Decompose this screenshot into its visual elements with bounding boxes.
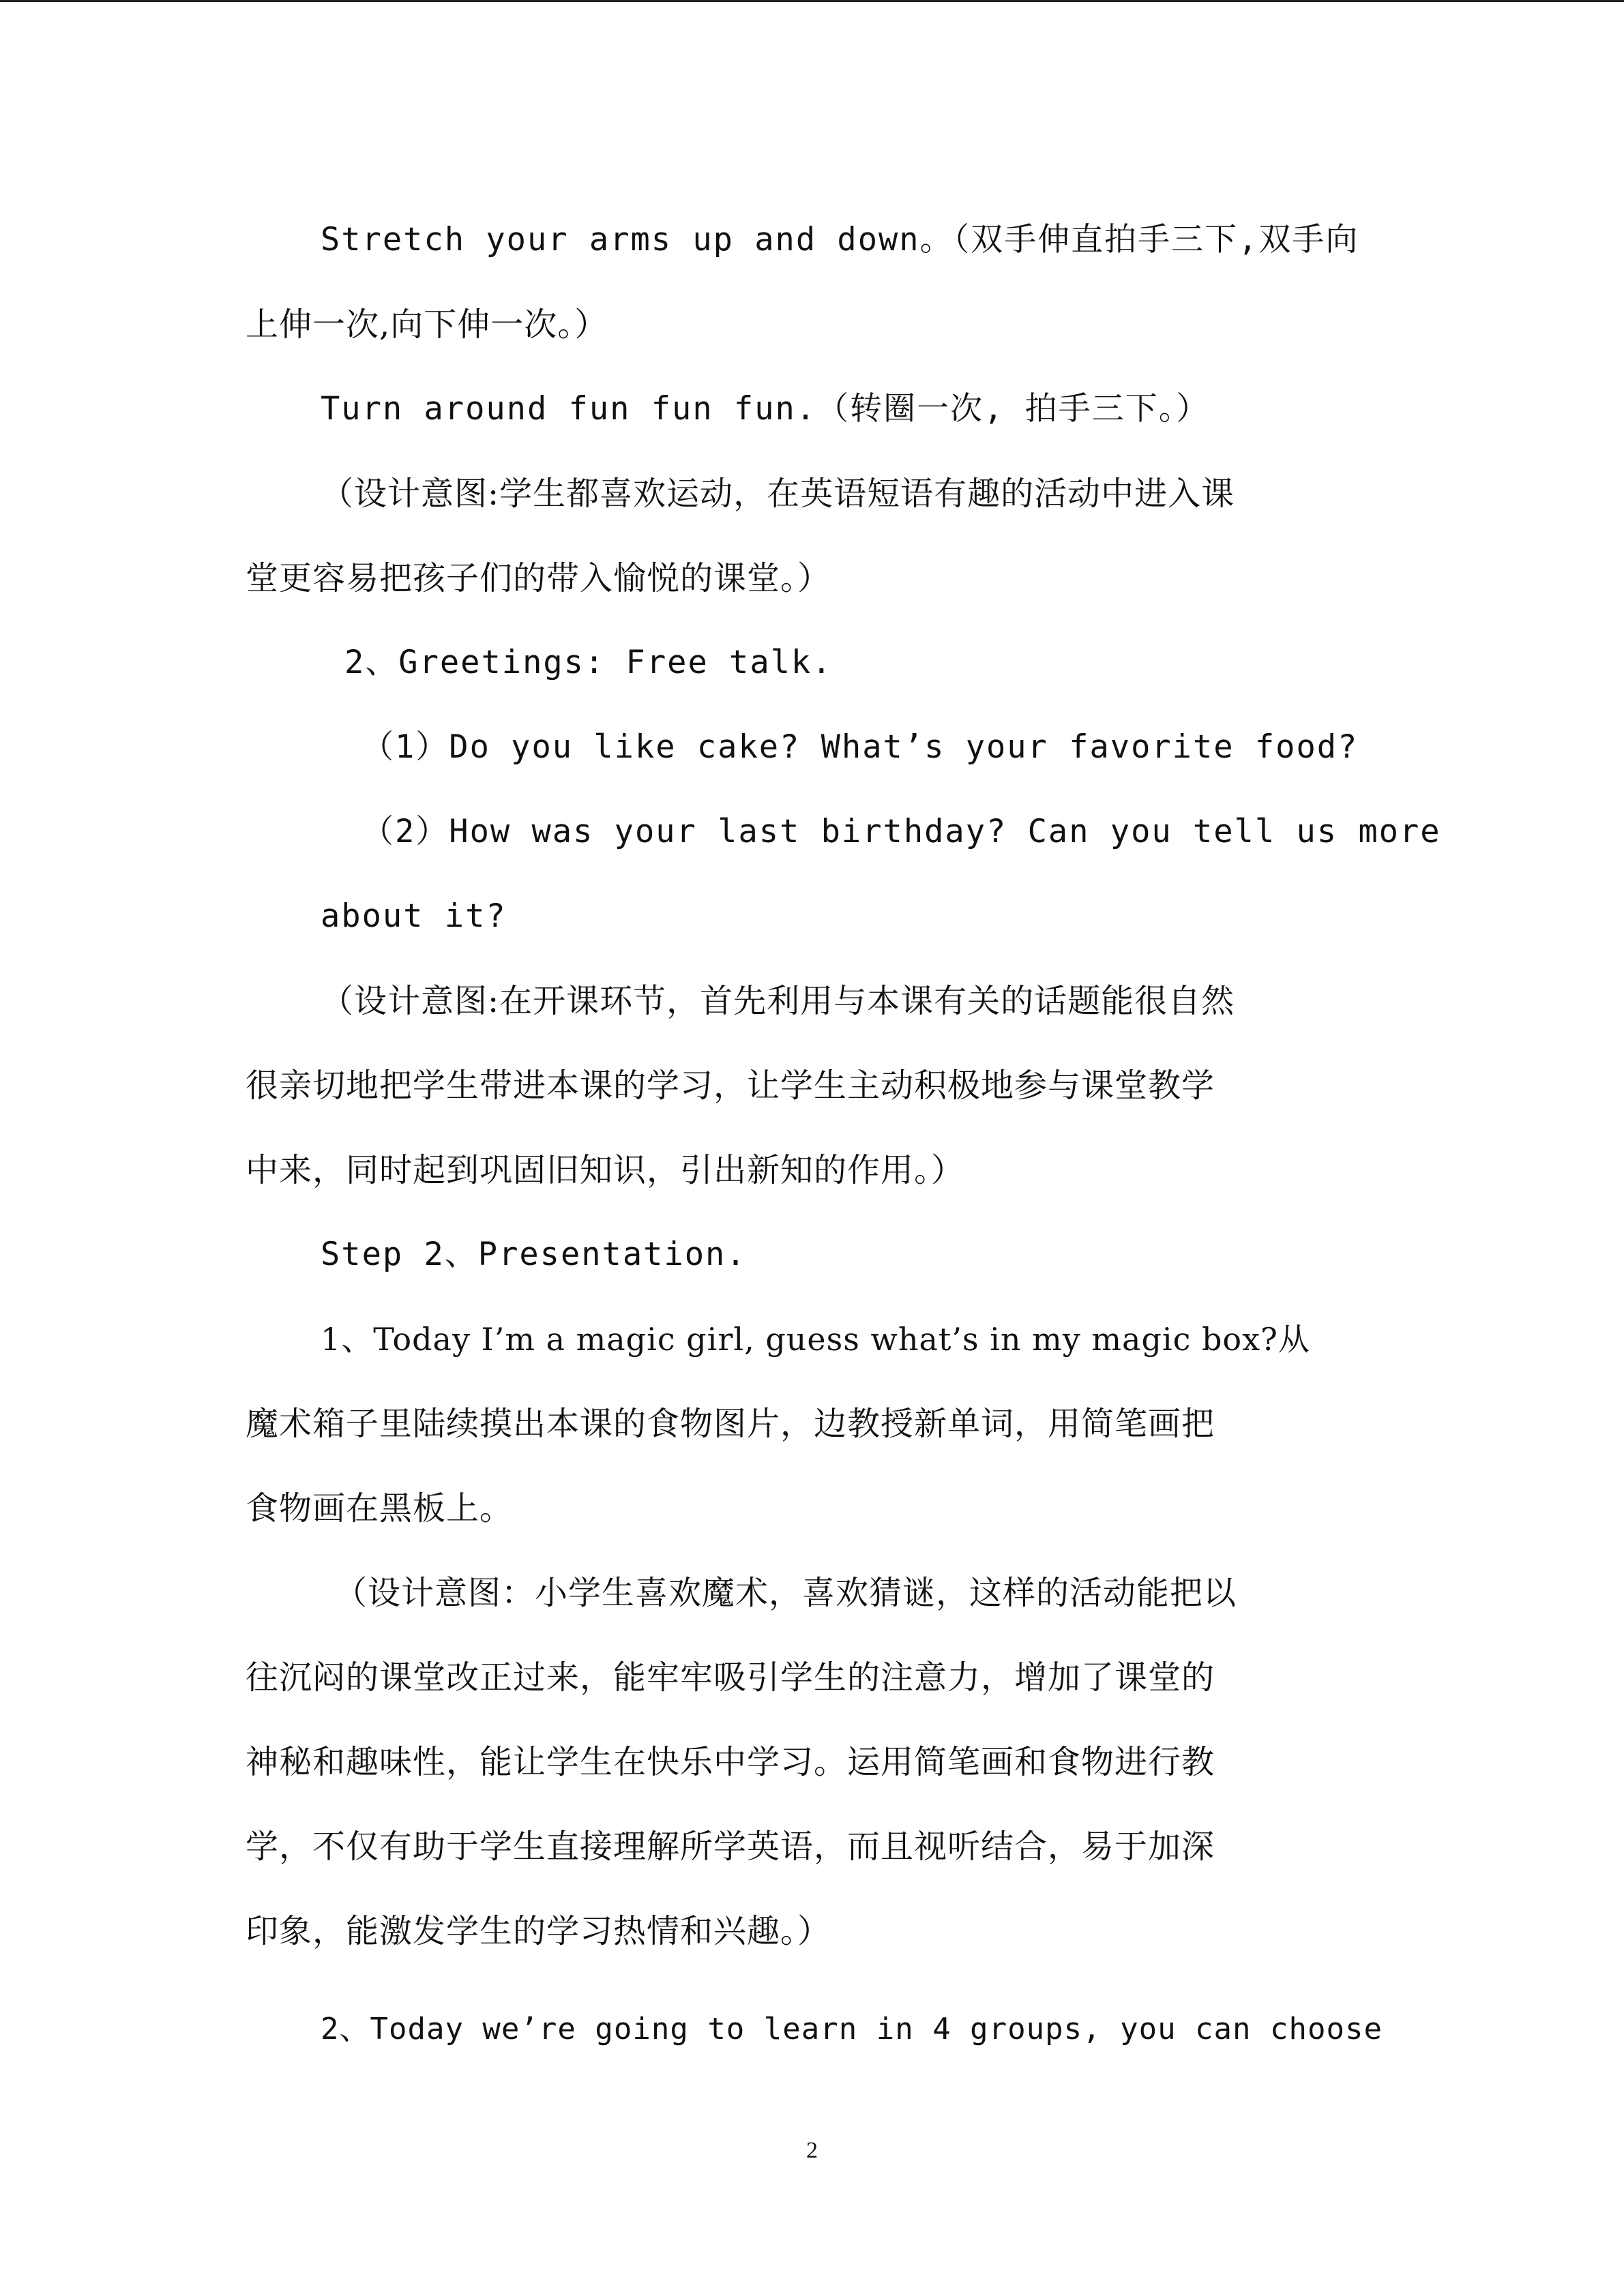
text-line: 1、Today I’m a magic girl, guess what’s in my magic box?从 xyxy=(321,1321,1310,1358)
text-line: 往沉闷的课堂改正过来，能牢牢吸引学生的注意力，增加了课堂的 xyxy=(246,1658,1215,1697)
text-line: 神秘和趣味性，能让学生在快乐中学习。运用简笔画和食物进行教 xyxy=(246,1743,1215,1781)
text-line: 堂更容易把孩子们的带入愉悦的课堂。） xyxy=(246,559,831,597)
text-line: 印象，能激发学生的学习热情和兴趣。） xyxy=(246,1912,831,1950)
text-line: （设计意图：小学生喜欢魔术，喜欢猜谜，这样的活动能把以 xyxy=(334,1574,1237,1612)
text-line: （设计意图:学生都喜欢运动，在英语短语有趣的活动中进入课 xyxy=(321,475,1235,513)
text-line: （1）Do you like cake? What’s your favorite food? xyxy=(361,728,1359,766)
text-line: 食物画在黑板上。 xyxy=(246,1489,514,1527)
text-line: Turn around fun fun fun.（转圈一次, 拍手三下。） xyxy=(321,390,1210,428)
text-line: （设计意图:在开课环节，首先利用与本课有关的话题能很自然 xyxy=(321,982,1235,1020)
text-line: 中来，同时起到巩固旧知识，引出新知的作用。） xyxy=(246,1151,965,1189)
text-line: （2）How was your last birthday? Can you tell us more xyxy=(361,813,1441,850)
text-line: 很亲切地把学生带进本课的学习，让学生主动积极地参与课堂教学 xyxy=(246,1067,1215,1105)
page-number: 2 xyxy=(806,2138,818,2163)
text-line: 上伸一次,向下伸一次。） xyxy=(246,305,608,344)
text-line: 2、Today we’re going to learn in 4 groups, you can choose xyxy=(321,2012,1383,2046)
text-line: 2、Greetings: Free talk. xyxy=(344,644,833,681)
text-line: 魔术箱子里陆续摸出本课的食物图片，边教授新单词，用简笔画把 xyxy=(246,1405,1215,1443)
text-line: 学，不仅有助于学生直接理解所学英语，而且视听结合，易于加深 xyxy=(246,1828,1215,1866)
text-line: Step 2、Presentation. xyxy=(321,1236,747,1273)
text-line: Stretch your arms up and down。（双手伸直拍手三下,双手向 xyxy=(321,221,1359,258)
text-line: about it? xyxy=(321,897,507,935)
